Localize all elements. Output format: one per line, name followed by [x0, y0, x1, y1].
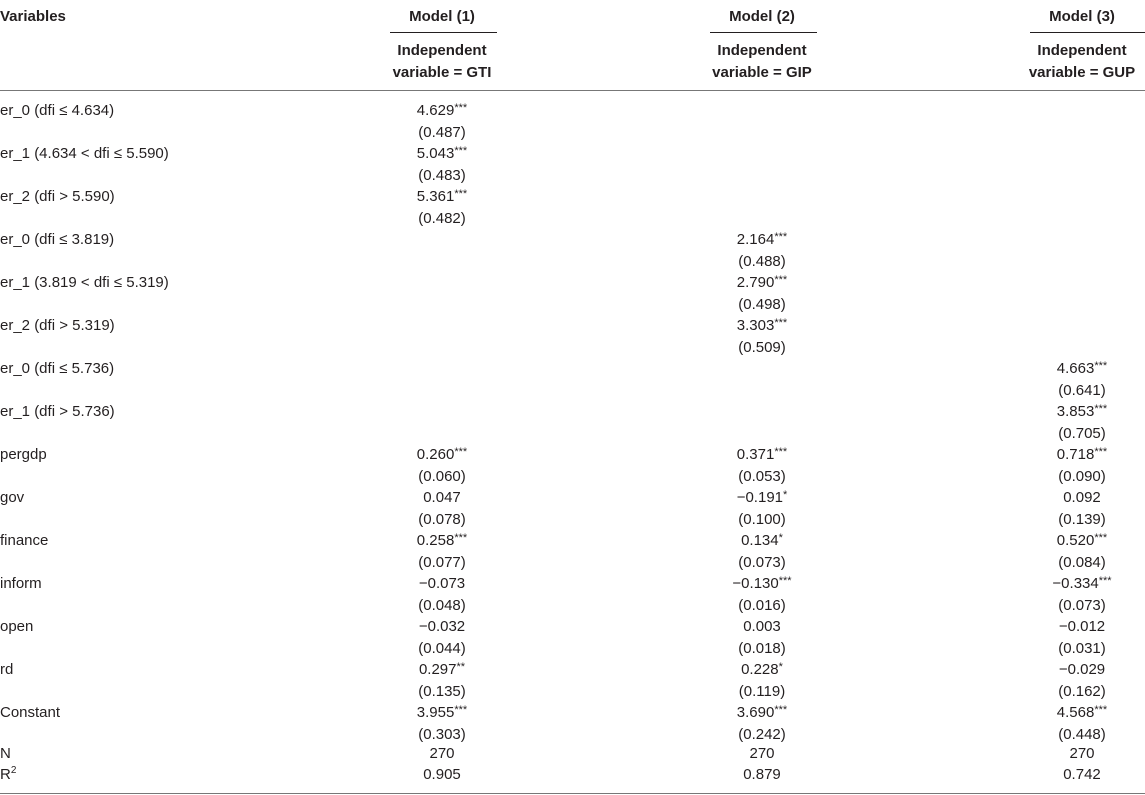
r2-label: [0, 764, 16, 788]
coefficient-cell-model-1: [362, 272, 522, 315]
coefficient-value: [1002, 616, 1145, 638]
model-1-title: Model (1): [409, 8, 475, 25]
standard-error: [1002, 337, 1145, 359]
standard-error: (0.031): [1058, 639, 1106, 657]
significance-stars: ***: [1094, 704, 1108, 716]
coefficient-value: [1002, 358, 1145, 380]
coefficient-value: [682, 530, 842, 552]
coefficient-cell-model-1: [362, 229, 522, 272]
coefficient-number: 0.297: [418, 661, 457, 678]
coefficient-value: [1002, 487, 1145, 509]
r2-value-model-3: 0.742: [1063, 766, 1101, 783]
coefficient-cell-model-1: [362, 487, 522, 530]
standard-error: [362, 337, 522, 359]
model-2-rule: [710, 32, 817, 33]
coefficient-value: [682, 487, 842, 509]
table-row: [0, 444, 1145, 487]
coefficient-value: [1002, 272, 1145, 294]
standard-error: [1002, 165, 1145, 187]
coefficient-value: [682, 702, 842, 724]
n-value-model-1: 270: [429, 745, 455, 762]
coefficient-value: [362, 702, 522, 724]
standard-error: (0.641): [1058, 381, 1106, 399]
coefficient-cell-model-2: [682, 143, 842, 186]
coefficient-value: [362, 530, 522, 552]
standard-error: (0.487): [418, 123, 466, 141]
coefficient-number: 4.629: [416, 102, 455, 119]
significance-stars: *: [783, 489, 788, 501]
significance-stars: ***: [1094, 403, 1108, 415]
row-label: er_2 (dfi > 5.319): [0, 317, 115, 334]
coefficient-cell-model-2: [682, 616, 842, 659]
coefficient-cell-model-1: [362, 444, 522, 487]
significance-stars: ***: [1094, 532, 1108, 544]
coefficient-cell-model-3: [1002, 229, 1145, 272]
coefficient-value: [682, 659, 842, 681]
row-label: er_0 (dfi ≤ 3.819): [0, 231, 115, 248]
row-label: er_1 (4.634 < dfi ≤ 5.590): [0, 145, 169, 162]
coefficient-value: [362, 401, 522, 423]
standard-error: (0.448): [1058, 725, 1106, 743]
row-label: er_2 (dfi > 5.590): [0, 188, 115, 205]
coefficient-number: 0.371: [736, 446, 775, 463]
standard-error: (0.073): [1058, 596, 1106, 614]
coefficient-number: 0.718: [1056, 446, 1095, 463]
coefficient-value: [362, 659, 522, 681]
standard-error: (0.100): [738, 510, 786, 528]
coefficient-cell-model-1: [362, 401, 522, 444]
coefficient-value: [1002, 401, 1145, 423]
table-row: [0, 702, 1145, 745]
standard-error: (0.139): [1058, 510, 1106, 528]
r2-row: [0, 764, 1145, 786]
coefficient-value: [362, 315, 522, 337]
row-label: finance: [0, 532, 49, 549]
significance-stars: ***: [774, 317, 788, 329]
coefficient-cell-model-3: [1002, 444, 1145, 487]
model-1-subtitle: [362, 40, 522, 84]
model-2-sub-line1: Independent: [717, 42, 807, 59]
standard-error: (0.135): [418, 682, 466, 700]
significance-stars: ***: [774, 231, 788, 243]
standard-error: (0.078): [418, 510, 466, 528]
significance-stars: ***: [778, 575, 792, 587]
coefficient-value: [682, 616, 842, 638]
r2-value-model-1: 0.905: [423, 766, 461, 783]
coefficient-cell-model-3: [1002, 702, 1145, 745]
coefficient-cell-model-2: [682, 659, 842, 702]
significance-stars: ***: [774, 274, 788, 286]
standard-error: (0.016): [738, 596, 786, 614]
standard-error: (0.044): [418, 639, 466, 657]
r2-value-model-2: 0.879: [743, 766, 781, 783]
coefficient-value: [362, 272, 522, 294]
table-row: [0, 143, 1145, 186]
coefficient-value: [682, 186, 842, 208]
standard-error: [1002, 122, 1145, 144]
coefficient-value: [362, 186, 522, 208]
standard-error: [1002, 294, 1145, 316]
significance-stars: ***: [454, 145, 468, 157]
standard-error: (0.053): [738, 467, 786, 485]
coefficient-cell-model-3: [1002, 186, 1145, 229]
table-row: [0, 186, 1145, 229]
row-label: gov: [0, 489, 25, 506]
standard-error: [362, 380, 522, 402]
coefficient-number: 0.047: [423, 489, 461, 506]
standard-error: [682, 122, 842, 144]
coefficient-value: [682, 272, 842, 294]
significance-stars: **: [456, 661, 466, 673]
coefficient-cell-model-3: [1002, 616, 1145, 659]
row-label: inform: [0, 575, 42, 592]
coefficient-cell-model-2: [682, 444, 842, 487]
coefficient-value: [362, 143, 522, 165]
coefficient-cell-model-3: [1002, 401, 1145, 444]
coefficient-number: 3.690: [736, 704, 775, 721]
coefficient-cell-model-3: [1002, 358, 1145, 401]
coefficient-value: [1002, 530, 1145, 552]
standard-error: [682, 423, 842, 445]
standard-error: (0.073): [738, 553, 786, 571]
coefficient-cell-model-1: [362, 702, 522, 745]
coefficient-number: 2.790: [736, 274, 775, 291]
coefficient-cell-model-2: [682, 100, 842, 143]
model-1-sub-line1: Independent: [397, 42, 487, 59]
coefficient-number: 4.568: [1056, 704, 1095, 721]
coefficient-number: 5.043: [416, 145, 455, 162]
standard-error: (0.242): [738, 725, 786, 743]
coefficient-cell-model-2: [682, 186, 842, 229]
coefficient-cell-model-1: [362, 100, 522, 143]
model-3-sub-line1: Independent: [1037, 42, 1127, 59]
standard-error: (0.018): [738, 639, 786, 657]
model-2-sub-line2: variable = GIP: [712, 64, 812, 81]
coefficient-cell-model-3: [1002, 573, 1145, 616]
coefficient-value: [362, 100, 522, 122]
coefficient-value: [1002, 315, 1145, 337]
coefficient-value: [362, 573, 522, 595]
standard-error: (0.482): [418, 209, 466, 227]
table-row: [0, 659, 1145, 702]
coefficient-cell-model-3: [1002, 530, 1145, 573]
coefficient-number: −0.032: [418, 618, 466, 635]
coefficient-value: [682, 100, 842, 122]
significance-stars: *: [778, 532, 783, 544]
coefficient-value: [362, 358, 522, 380]
coefficient-cell-model-3: [1002, 100, 1145, 143]
coefficient-cell-model-2: [682, 487, 842, 530]
coefficient-cell-model-2: [682, 401, 842, 444]
standard-error: [1002, 208, 1145, 230]
coefficient-value: [1002, 186, 1145, 208]
coefficient-value: [682, 358, 842, 380]
header-divider: [0, 90, 1145, 91]
coefficient-number: −0.191: [736, 489, 783, 506]
standard-error: [362, 294, 522, 316]
coefficient-cell-model-3: [1002, 272, 1145, 315]
coefficient-cell-model-1: [362, 186, 522, 229]
standard-error: [682, 165, 842, 187]
significance-stars: ***: [1098, 575, 1112, 587]
table-row: [0, 272, 1145, 315]
coefficient-value: [362, 487, 522, 509]
variables-header: Variables: [0, 8, 66, 25]
coefficient-cell-model-2: [682, 702, 842, 745]
model-3-rule: [1030, 32, 1145, 33]
r2-label-superscript: 2: [10, 765, 17, 776]
standard-error: (0.483): [418, 166, 466, 184]
model-2-title: Model (2): [729, 8, 795, 25]
significance-stars: ***: [454, 532, 468, 544]
significance-stars: ***: [454, 704, 468, 716]
table-row: [0, 315, 1145, 358]
standard-error: (0.705): [1058, 424, 1106, 442]
coefficient-number: 3.853: [1056, 403, 1095, 420]
row-label: er_0 (dfi ≤ 4.634): [0, 102, 115, 119]
coefficient-number: −0.130: [732, 575, 779, 592]
coefficient-number: 0.092: [1063, 489, 1101, 506]
table-row: [0, 358, 1145, 401]
coefficient-value: [362, 444, 522, 466]
coefficient-value: [1002, 100, 1145, 122]
coefficient-cell-model-3: [1002, 315, 1145, 358]
row-label: open: [0, 618, 34, 635]
coefficient-value: [682, 229, 842, 251]
coefficient-number: 0.260: [416, 446, 455, 463]
standard-error: (0.303): [418, 725, 466, 743]
coefficient-number: 0.003: [743, 618, 781, 635]
standard-error: (0.048): [418, 596, 466, 614]
coefficient-cell-model-1: [362, 659, 522, 702]
coefficient-cell-model-1: [362, 616, 522, 659]
coefficient-number: 0.228: [741, 661, 779, 678]
coefficient-cell-model-3: [1002, 143, 1145, 186]
standard-error: [362, 251, 522, 273]
row-label: er_0 (dfi ≤ 5.736): [0, 360, 115, 377]
coefficient-cell-model-1: [362, 358, 522, 401]
coefficient-cell-model-1: [362, 530, 522, 573]
significance-stars: ***: [1094, 446, 1108, 458]
coefficient-value: [1002, 573, 1145, 595]
significance-stars: ***: [454, 446, 468, 458]
model-3-title: Model (3): [1049, 8, 1115, 25]
coefficient-number: −0.073: [418, 575, 466, 592]
row-label: er_1 (dfi > 5.736): [0, 403, 115, 420]
model-3-sub-line2: variable = GUP: [1028, 64, 1136, 81]
coefficient-value: [362, 616, 522, 638]
coefficient-number: 0.134: [741, 532, 779, 549]
significance-stars: ***: [1094, 360, 1108, 372]
coefficient-value: [682, 401, 842, 423]
coefficient-number: 3.955: [416, 704, 455, 721]
coefficient-cell-model-3: [1002, 487, 1145, 530]
coefficient-value: [682, 143, 842, 165]
n-value-model-2: 270: [749, 745, 775, 762]
standard-error: [362, 423, 522, 445]
standard-error: (0.488): [738, 252, 786, 270]
model-2-subtitle: [682, 40, 842, 84]
n-value-model-3: 270: [1069, 745, 1095, 762]
coefficient-cell-model-1: [362, 573, 522, 616]
row-label: er_1 (3.819 < dfi ≤ 5.319): [0, 274, 169, 291]
table-row: [0, 401, 1145, 444]
coefficient-number: 4.663: [1056, 360, 1095, 377]
standard-error: (0.498): [738, 295, 786, 313]
coefficient-cell-model-3: [1002, 659, 1145, 702]
model-3-subtitle: [1002, 40, 1145, 84]
coefficient-cell-model-2: [682, 358, 842, 401]
table-row: [0, 229, 1145, 272]
standard-error: (0.060): [418, 467, 466, 485]
standard-error: [682, 380, 842, 402]
coefficient-value: [1002, 659, 1145, 681]
model-1-rule: [390, 32, 497, 33]
standard-error: (0.084): [1058, 553, 1106, 571]
table-row: [0, 616, 1145, 659]
coefficient-cell-model-2: [682, 573, 842, 616]
table-row: [0, 530, 1145, 573]
n-label: N: [0, 745, 11, 762]
coefficient-number: 3.303: [736, 317, 775, 334]
standard-error: (0.090): [1058, 467, 1106, 485]
coefficient-number: 0.520: [1056, 532, 1095, 549]
coefficient-cell-model-1: [362, 143, 522, 186]
coefficient-value: [1002, 444, 1145, 466]
row-label: rd: [0, 661, 14, 678]
significance-stars: ***: [454, 102, 468, 114]
significance-stars: ***: [774, 704, 788, 716]
standard-error: (0.162): [1058, 682, 1106, 700]
coefficient-value: [362, 229, 522, 251]
standard-error: (0.119): [738, 682, 786, 700]
coefficient-cell-model-2: [682, 530, 842, 573]
coefficient-cell-model-2: [682, 315, 842, 358]
coefficient-value: [682, 573, 842, 595]
r2-label-text: R: [0, 766, 11, 783]
standard-error: [682, 208, 842, 230]
coefficient-number: 0.258: [416, 532, 455, 549]
row-label: pergdp: [0, 446, 47, 463]
row-label: Constant: [0, 704, 61, 721]
coefficient-cell-model-2: [682, 272, 842, 315]
significance-stars: ***: [454, 188, 468, 200]
coefficient-number: −0.334: [1052, 575, 1099, 592]
standard-error: (0.077): [418, 553, 466, 571]
coefficient-value: [1002, 229, 1145, 251]
coefficient-value: [682, 315, 842, 337]
coefficient-value: [1002, 702, 1145, 724]
standard-error: [1002, 251, 1145, 273]
coefficient-value: [1002, 143, 1145, 165]
model-1-sub-line2: variable = GTI: [392, 64, 492, 81]
coefficient-value: [682, 444, 842, 466]
table-row: [0, 487, 1145, 530]
n-row: [0, 743, 1145, 765]
coefficient-number: 5.361: [416, 188, 455, 205]
significance-stars: ***: [774, 446, 788, 458]
standard-error: (0.509): [738, 338, 786, 356]
coefficient-number: −0.012: [1058, 618, 1106, 635]
significance-stars: *: [778, 661, 783, 673]
table-row: [0, 100, 1145, 143]
coefficient-cell-model-2: [682, 229, 842, 272]
coefficient-number: −0.029: [1058, 661, 1106, 678]
coefficient-number: 2.164: [736, 231, 775, 248]
coefficient-cell-model-1: [362, 315, 522, 358]
table-row: [0, 573, 1145, 616]
footer-divider: [0, 793, 1145, 794]
